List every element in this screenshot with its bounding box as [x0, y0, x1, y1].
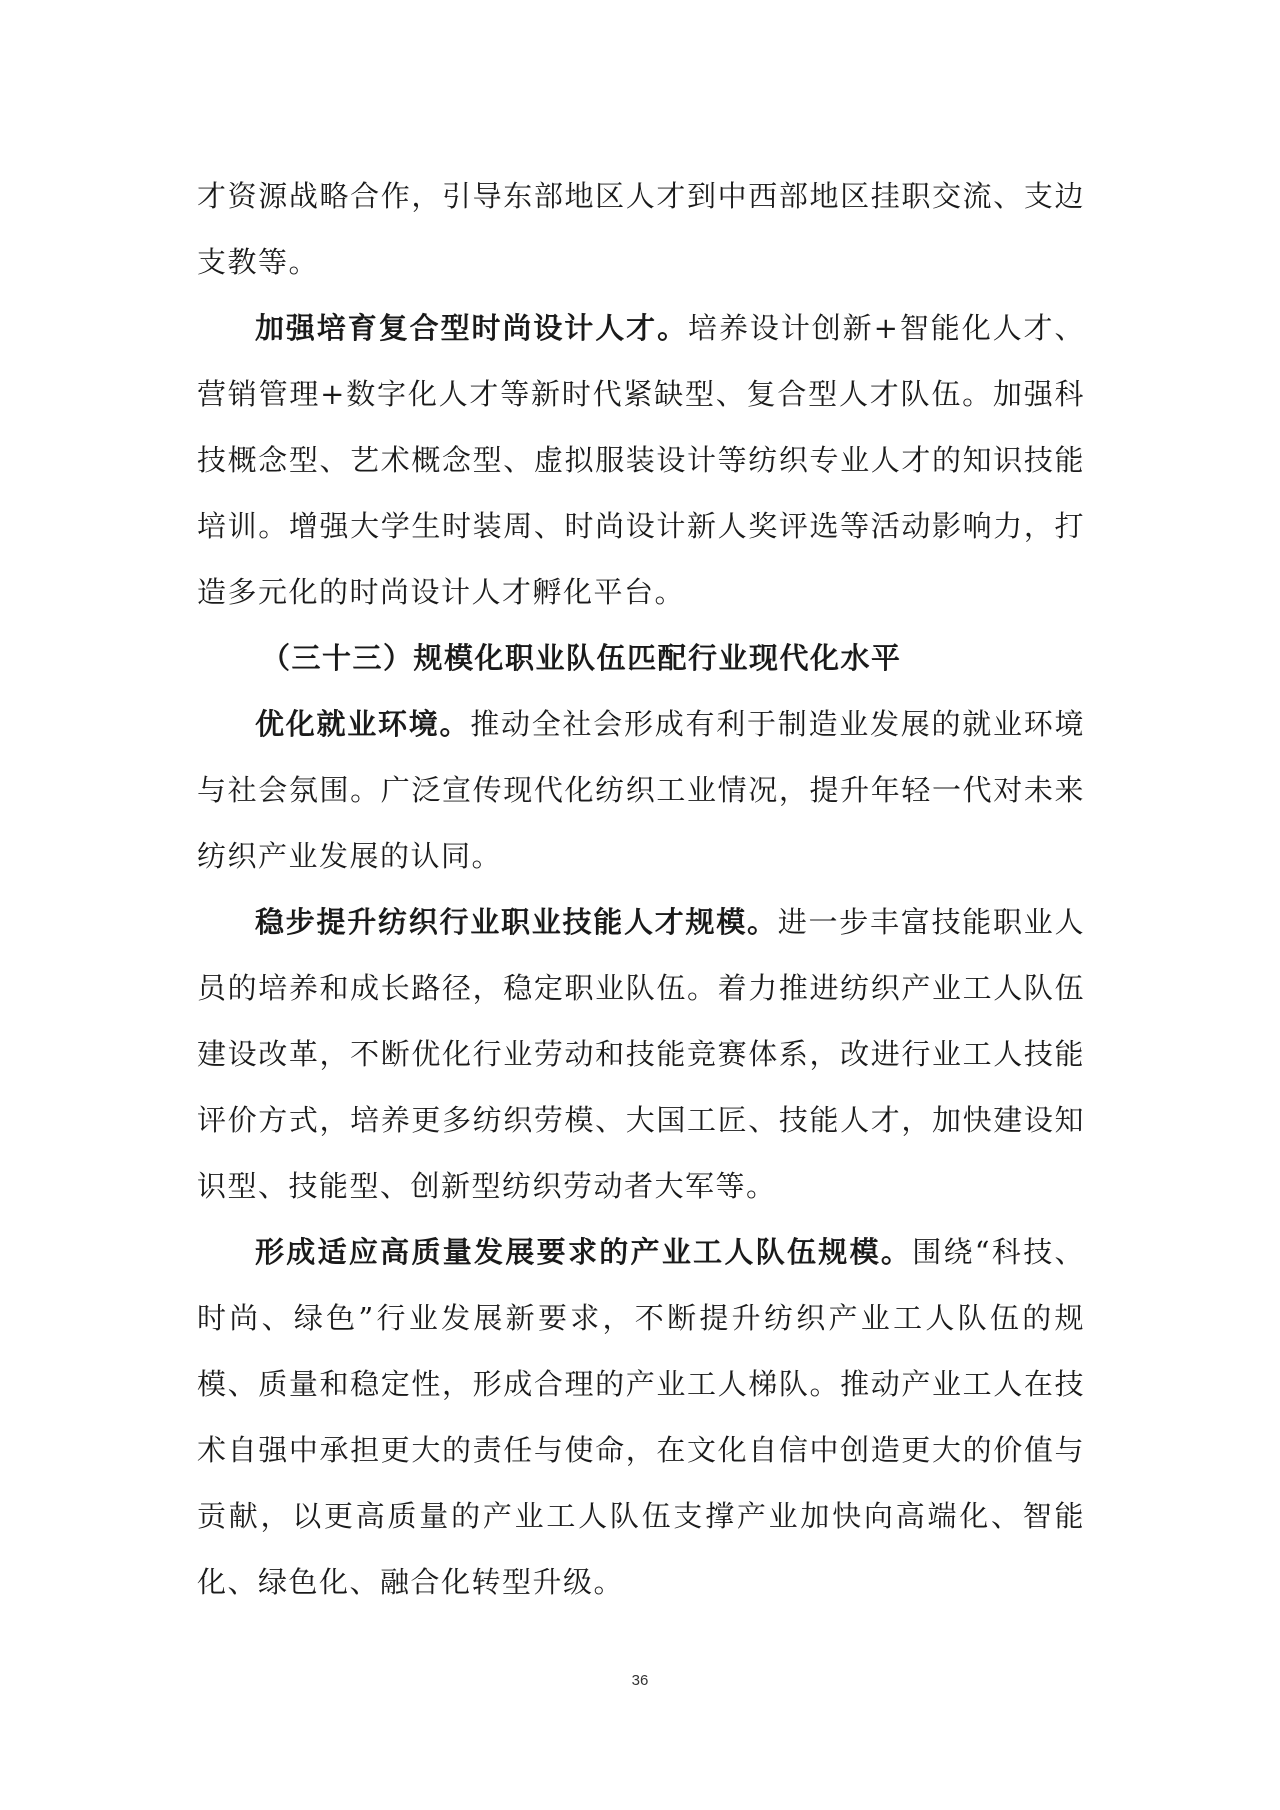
- paragraph-skilled-talent-scale: [197, 889, 1085, 1219]
- paragraph-lead: 稳步提升纺织行业职业技能人才规模。: [255, 905, 778, 939]
- paragraph-lead: 加强培育复合型时尚设计人才。: [255, 311, 689, 345]
- paragraph-employment-environment: [197, 691, 1085, 889]
- paragraph-lead: 优化就业环境。: [255, 707, 471, 741]
- paragraph-text: 推动全社会形成有利于制造业发展的就业环境与社会氛围。广泛宣传现代化纺织工业情况，提升年轻一代对未来纺织产业发展的认同。: [197, 707, 1085, 873]
- paragraph-lead: 形成适应高质量发展要求的产业工人队伍规模。: [255, 1235, 913, 1269]
- paragraph-text: 进一步丰富技能职业人员的培养和成长路径，稳定职业队伍。着力推进纺织产业工人队伍建设改革，不断优化行业劳动和技能竞赛体系，改进行业工人技能评价方式，培养更多纺织劳模、大国工匠、技能人才，加快建设知识型、技能型、创新型纺织劳动者大军等。: [197, 905, 1085, 1203]
- section-heading: （三十三）规模化职业队伍匹配行业现代化水平: [261, 641, 902, 675]
- paragraph-text: 围绕“科技、时尚、绿色”行业发展新要求，不断提升纺织产业工人队伍的规模、质量和稳定性，形成合理的产业工人梯队。推动产业工人在技术自强中承担更大的责任与使命，在文化自信中创造更大的价值与贡献，以更高质量的产业工人队伍支撑产业加快向高端化、智能化、绿色化、融合化转型升级。: [197, 1235, 1085, 1599]
- page-body: [197, 163, 1085, 1615]
- paragraph-text: 才资源战略合作，引导东部地区人才到中西部地区挂职交流、支边支教等。: [197, 179, 1085, 279]
- page-number: 36: [631, 1672, 649, 1689]
- paragraph-fashion-design-talent: [197, 295, 1085, 625]
- paragraph-industrial-workforce: [197, 1219, 1085, 1615]
- paragraph-continuation: [197, 163, 1085, 295]
- paragraph-text: 培养设计创新+智能化人才、营销管理+数字化人才等新时代紧缺型、复合型人才队伍。加强科技概念型、艺术概念型、虚拟服装设计等纺织专业人才的知识技能培训。增强大学生时装周、时尚设计新人奖评选等活动影响力，打造多元化的时尚设计人才孵化平台。: [197, 311, 1085, 609]
